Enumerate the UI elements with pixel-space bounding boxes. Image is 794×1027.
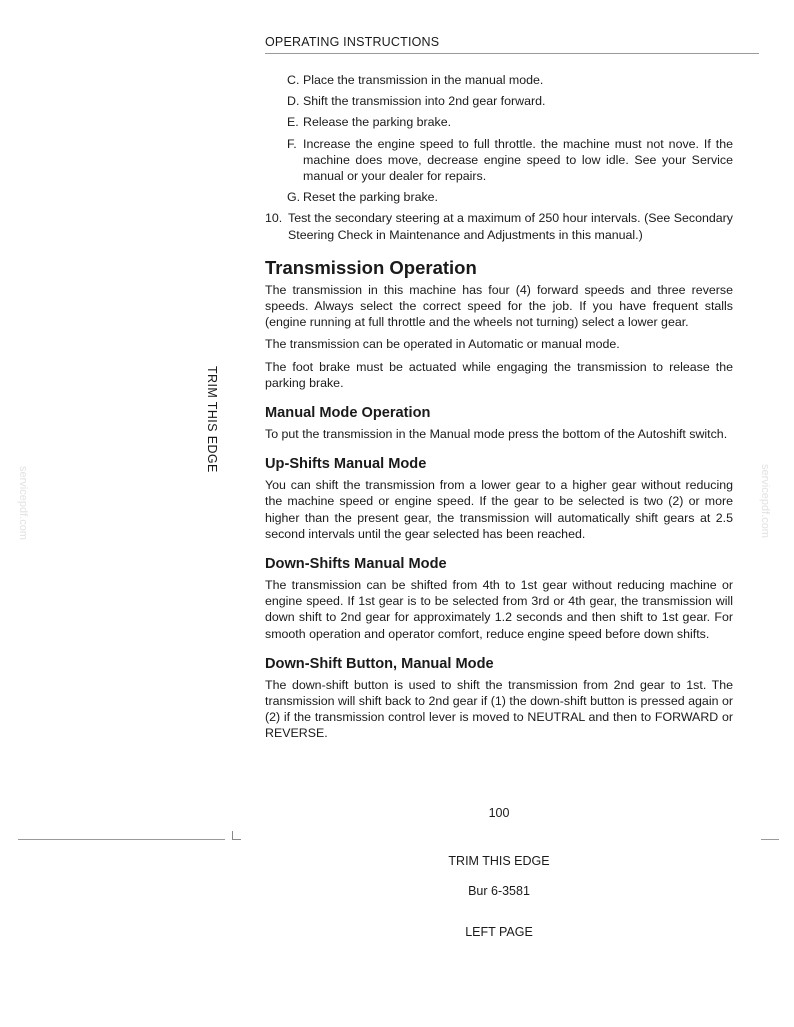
- trim-edge-vertical-label: TRIM THIS EDGE: [205, 366, 219, 473]
- section-title-upshifts: Up-Shifts Manual Mode: [265, 456, 427, 473]
- page-content: [265, 72, 733, 748]
- step-label: F.: [287, 136, 297, 151]
- step-label: E.: [287, 115, 299, 130]
- section-title-transmission-operation: Transmission Operation: [265, 256, 477, 278]
- paragraph: The transmission can be operated in Automatic or manual mode.: [265, 337, 620, 352]
- step-g: [265, 189, 733, 205]
- watermark-right: servicepdf.com: [759, 464, 771, 538]
- paragraph: The transmission can be shifted from 4th to 1st gear without reducing machine or engine speed. If 1st gear is to be selected from 3rd or 4th gear, the transmission will down shift to 2nd gear for approximately 1.2 seconds and then shift to 1st gear. For smooth operation and operator comfort, reduce engine speed before down shifts.: [265, 578, 733, 641]
- watermark-left: servicepdf.com: [17, 466, 29, 540]
- step-text: Release the parking brake.: [303, 115, 452, 130]
- section-title-downshift-button: Down-Shift Button, Manual Mode: [265, 655, 494, 672]
- step-text: Increase the engine speed to full throttle. the machine must not nove. If the machine does move, decrease engine speed to low idle. See your Service manual or your dealer for repairs.: [303, 136, 733, 184]
- section-title-manual-mode: Manual Mode Operation: [265, 405, 431, 422]
- trim-rule-right: [761, 839, 779, 840]
- footer-trim-label: TRIM THIS EDGE: [448, 854, 550, 868]
- running-header: OPERATING INSTRUCTIONS: [265, 35, 759, 54]
- step-e: [265, 114, 733, 130]
- step-text: Place the transmission in the manual mode.: [303, 73, 544, 87]
- section-title-downshifts: Down-Shifts Manual Mode: [265, 556, 447, 573]
- paragraph: You can shift the transmission from a lower gear to a higher gear without reducing the machine speed or engine speed. If the gear to be selected is two (2) or more higher than the present gear, the transmission will automatically shift gears at 2.5 second intervals until the gear selected has been reached.: [265, 478, 733, 541]
- footer-page-side: LEFT PAGE: [465, 925, 533, 939]
- trim-rule-left: [18, 839, 225, 840]
- step-label: D.: [287, 94, 300, 109]
- step-text: Reset the parking brake.: [303, 190, 438, 205]
- crop-mark: [232, 831, 241, 840]
- footer-doc-code: Bur 6-3581: [468, 884, 530, 898]
- step-label: G.: [287, 190, 301, 205]
- step-text: Shift the transmission into 2nd gear forward.: [303, 94, 546, 109]
- paragraph: The foot brake must be actuated while engaging the transmission to release the parking brake.: [265, 359, 733, 390]
- step-c: [265, 72, 733, 88]
- step-text: Test the secondary steering at a maximum of 250 hour intervals. (See Secondary Steering Check in Maintenance and Adjustments in this manual.): [288, 211, 733, 242]
- step-label: 10.: [265, 211, 283, 226]
- step-label: C.: [287, 73, 300, 87]
- page-number: 100: [488, 806, 510, 820]
- step-10: [265, 210, 733, 242]
- step-f: [265, 136, 733, 185]
- paragraph: To put the transmission in the Manual mode press the bottom of the Autoshift switch.: [265, 427, 728, 442]
- paragraph: The down-shift button is used to shift the transmission from 2nd gear to 1st. The transmission will shift back to 2nd gear if (1) the down-shift button is pressed again or (2) if the transmission control lever is moved to NEUTRAL and then to FORWARD or REVERSE.: [265, 677, 733, 741]
- step-d: [265, 93, 733, 109]
- paragraph: The transmission in this machine has four (4) forward speeds and three reverse speeds. Always select the correct speed for the job. If you have frequent stalls (engine running at full throttle and the wheels not turning) select a lower gear.: [265, 282, 733, 330]
